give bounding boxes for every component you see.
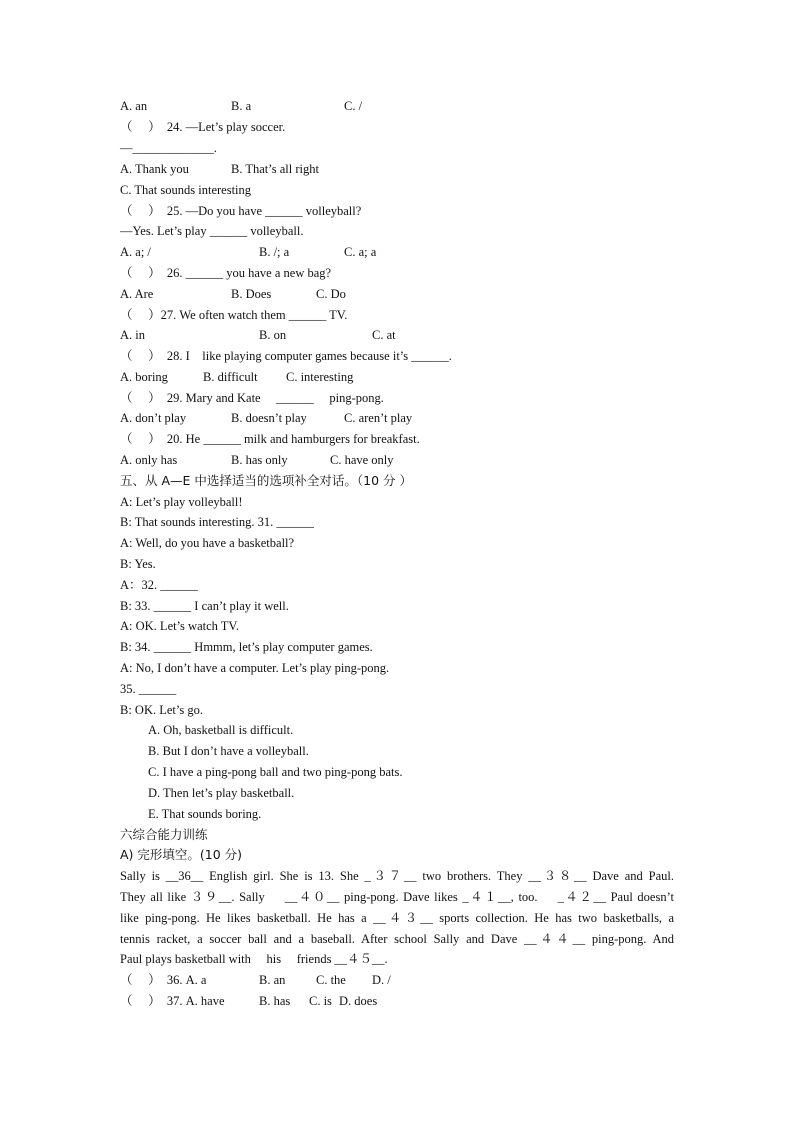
option-a: A. only has [120,453,178,467]
option-c: C. interesting [286,370,354,384]
choice-c: C. I have a ping-pong ball and two ping-pong bats. [148,765,403,779]
dialogue-line-4: B: Yes. [120,557,156,571]
question-27: （ ）27. We often watch them ______ TV. [120,308,348,322]
option-c: C. / [344,99,363,113]
question-29: （ ） 29. Mary and Kate ______ ping-pong. [120,391,384,405]
question-28: （ ） 28. I like playing computer games because it’s ______. [120,349,452,363]
cloze-heading: A) 完形填空。(10 分) [120,847,243,862]
dialogue-line-2: B: That sounds interesting. 31. ______ [120,515,314,529]
choice-e: E. That sounds boring. [148,807,262,821]
q24-options [120,161,680,177]
option-b: B. difficult [203,370,258,384]
q27-options [120,327,680,343]
section-5-heading: 五、从 A—E 中选择适当的选项补全对话。（10 分 ） [120,473,412,488]
q26-options [120,286,680,302]
q29-options [120,410,680,426]
q36-stem-option-a: （ ） 36. A. a [120,973,207,987]
q24-option-c: C. That sounds interesting [120,183,252,197]
choice-a: A. Oh, basketball is difficult. [148,723,294,737]
dialogue-line-10: 35. ______ [120,682,177,696]
section-6-heading: 六综合能力训练 [120,827,208,842]
answer-blank-24: —_____________. [120,141,217,155]
q23-options [120,98,680,114]
question-24: （ ） 24. —Let’s play soccer. [120,120,286,134]
question-26: （ ） 26. ______ you have a new bag? [120,266,332,280]
dialogue-line-5: A：32. ______ [120,578,198,592]
option-d: D. / [372,973,391,987]
option-a: A. an [120,99,148,113]
option-b: B. Does [231,287,272,301]
dialogue-line-1: A: Let’s play volleyball! [120,495,243,509]
option-a: A. Thank you [120,162,189,176]
option-a: A. in [120,328,145,342]
option-b: B. a [231,99,252,113]
q20-options [120,452,680,468]
option-a: A. boring [120,370,168,384]
q37-options [120,993,680,1009]
choice-d: D. Then let’s play basketball. [148,786,295,800]
option-a: A. Are [120,287,154,301]
q25-options [120,244,680,260]
option-c: C. is [309,994,332,1008]
option-b: B. on [259,328,287,342]
choice-b: B. But I don’t have a volleyball. [148,744,309,758]
option-d: D. does [339,994,378,1008]
question-20: （ ） 20. He ______ milk and hamburgers for breakfast. [120,432,420,446]
option-a: A. don’t play [120,411,187,425]
option-c: C. the [316,973,346,987]
cloze-passage-line-4: tennis racket, a soccer ball and a baseball. After school Sally and Dave __４４__ ping-pong. And [120,932,674,946]
q36-options [120,972,680,988]
option-c: C. aren’t play [344,411,413,425]
option-c: C. a; a [344,245,377,259]
question-25-reply: —Yes. Let’s play ______ volleyball. [120,224,304,238]
question-25: （ ） 25. —Do you have ______ volleyball? [120,204,362,218]
option-b: B. has [259,994,291,1008]
dialogue-line-3: A: Well, do you have a basketball? [120,536,295,550]
option-b: B. doesn’t play [231,411,307,425]
option-b: B. an [259,973,286,987]
option-c: C. Do [316,287,346,301]
option-b: B. has only [231,453,288,467]
option-b: B. /; a [259,245,290,259]
option-a: A. a; / [120,245,151,259]
q37-stem-option-a: （ ） 37. A. have [120,994,225,1008]
dialogue-line-6: B: 33. ______ I can’t play it well. [120,599,289,613]
dialogue-line-9: A: No, I don’t have a computer. Let’s play ping-pong. [120,661,390,675]
dialogue-line-8: B: 34. ______ Hmmm, let’s play computer games. [120,640,373,654]
option-c: C. have only [330,453,394,467]
cloze-passage-line-1: Sally is __36__ English girl. She is 13. She _３７__ two brothers. They __３８__ Dave and Paul. [120,869,674,883]
dialogue-line-7: A: OK. Let’s watch TV. [120,619,239,633]
cloze-passage-line-5: Paul plays basketball with his friends __４５__. [120,952,388,966]
option-b: B. That’s all right [231,162,319,176]
dialogue-line-11: B: OK. Let’s go. [120,703,203,717]
q28-options [120,369,680,385]
option-c: C. at [372,328,396,342]
cloze-passage-line-3: like ping-pong. He likes basketball. He has a __４３__ sports collection. He has two basketballs, a [120,911,674,925]
cloze-passage-line-2: They all like ３９__. Sally __４０__ ping-pong. Dave likes _４１__, too. _４２__ Paul doesn’t [120,890,674,904]
